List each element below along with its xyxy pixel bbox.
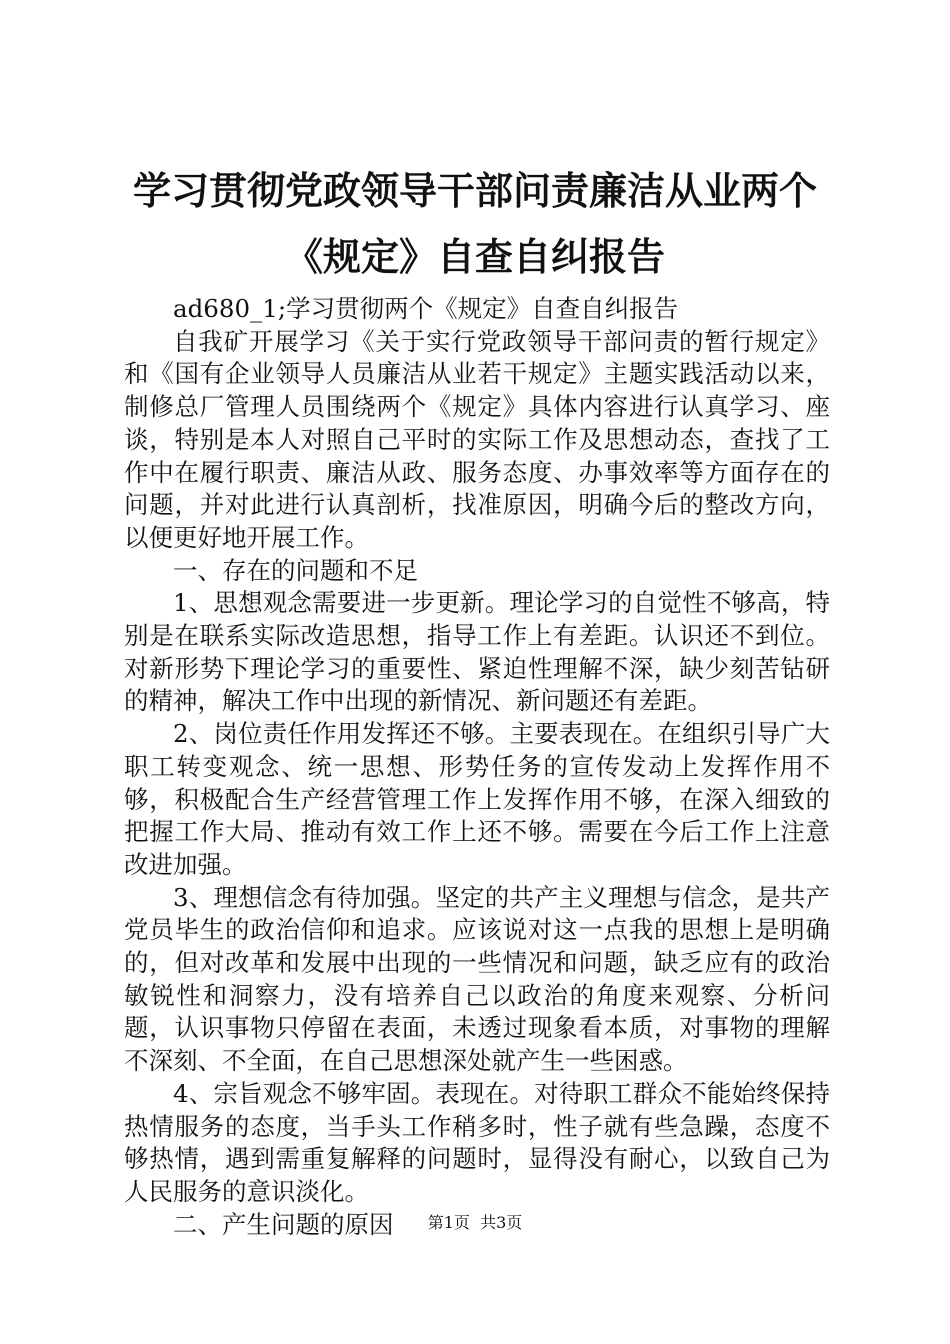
paragraph-item-1: 1、思想观念需要进一步更新。理论学习的自觉性不够高，特别是在联系实际改造思想，指导工作上有差距。认识还不到位。对新形势下理论学习的重要性、紧迫性理解不深，缺少刻苦钻研的精神，解决工作中出现的新情况、新问题还有差距。 xyxy=(124,588,830,716)
page-footer xyxy=(0,1212,950,1234)
paragraph-item-2: 2、岗位责任作用发挥还不够。主要表现在。在组织引导广大职工转变观念、统一思想、形势任务的宣传发动上发挥作用不够，积极配合生产经营管理工作上发挥作用不够，在深入细致的把握工作大局、推动有效工作上还不够。需要在今后工作上注意改进加强。 xyxy=(124,719,830,879)
document-body xyxy=(124,293,830,1241)
paragraph-item-3: 3、理想信念有待加强。坚定的共产主义理想与信念，是共产党员毕生的政治信仰和追求。应该说对这一点我的思想上是明确的，但对改革和发展中出现的一些情况和问题，缺乏应有的政治敏锐性和洞察力，没有培养自己以政治的角度来观察、分析问题，认识事物只停留在表面，未透过现象看本质，对事物的理解不深刻、不全面，在自己思想深处就产生一些困惑。 xyxy=(124,882,830,1076)
document-title: 学习贯彻党政领导干部问责廉洁从业两个《规定》自查自纠报告 xyxy=(132,168,817,279)
paragraph-intro: 自我矿开展学习《关于实行党政领导干部问责的暂行规定》和《国有企业领导人员廉洁从业若干规定》主题实践活动以来，制修总厂管理人员围绕两个《规定》具体内容进行认真学习、座谈，特别是本人对照自己平时的实际工作及思想动态，查找了工作中在履行职责、廉洁从政、服务态度、办事效率等方面存在的问题，并对此进行认真剖析，找准原因，明确今后的整改方向，以便更好地开展工作。 xyxy=(124,326,830,552)
section-heading-causes: 二、产生问题的原因 xyxy=(173,1209,394,1239)
paragraph-source-heading: ad680_1;学习贯彻两个《规定》自查自纠报告 xyxy=(173,294,679,323)
paragraph-item-4: 4、宗旨观念不够牢固。表现在。对待职工群众不能始终保持热情服务的态度，当手头工作稍多时，性子就有些急躁，态度不够热情，遇到需重复解释的问题时，显得没有耐心，以致自己为人民服务的意识淡化。 xyxy=(124,1078,830,1206)
section-heading-problems: 一、存在的问题和不足 xyxy=(173,555,418,585)
page-number: 第1页 共3页 xyxy=(427,1213,523,1232)
